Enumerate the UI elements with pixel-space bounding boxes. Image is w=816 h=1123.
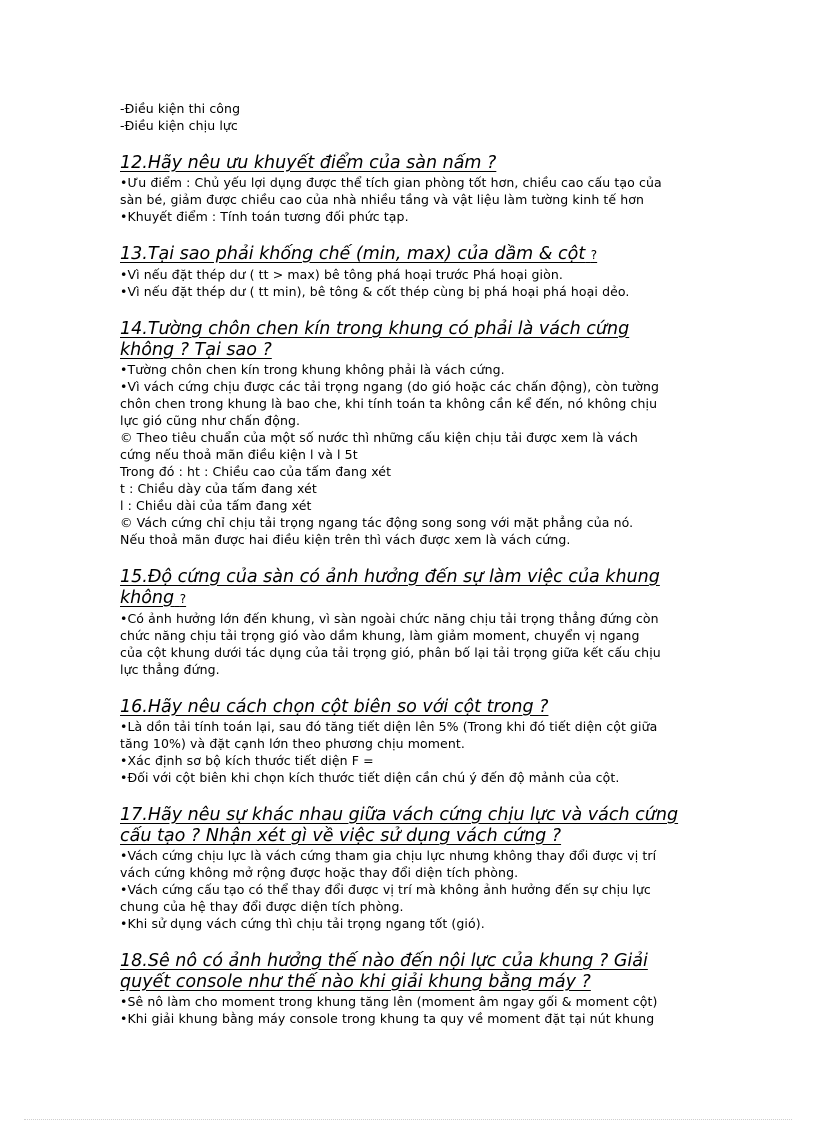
heading-question-17-cont: cấu tạo ? Nhận xét gì về việc sử dụng vách cứng ?: [120, 826, 562, 846]
body-line: •Đối với cột biên khi chọn kích thước tiết diện cần chú ý đến độ mảnh của cột.: [120, 770, 620, 785]
body-line: © Theo tiêu chuẩn của một số nước thì những cấu kiện chịu tải được xem là vách: [120, 430, 638, 445]
heading-question-18: 18.Sê nô có ảnh hưởng thế nào đến nội lực của khung ? Giải: [120, 951, 648, 971]
body-line: •Vì vách cứng chịu được các tải trọng ngang (do gió hoặc các chấn động), còn tường: [120, 379, 660, 394]
body-line: tăng 10%) và đặt cạnh lớn theo phương chịu moment.: [120, 736, 465, 751]
body-line: sàn bé, giảm được chiều cao của nhà nhiều tầng và vật liệu làm tường kinh tế hơn: [120, 192, 645, 207]
body-line: •Là dồn tải tính toán lại, sau đó tăng tiết diện lên 5% (Trong khi đó tiết diện cột giữa: [120, 719, 658, 734]
page-bottom-divider: [24, 1119, 792, 1120]
body-line: •Khuyết điểm : Tính toán tương đối phức tạp.: [120, 209, 409, 224]
body-line: Nếu thoả mãn được hai điều kiện trên thì vách được xem là vách cứng.: [120, 532, 571, 547]
heading-question-14-cont: không ? Tại sao ?: [120, 340, 272, 360]
heading-question-14: 14.Tường chôn chen kín trong khung có phải là vách cứng: [120, 319, 630, 339]
heading-question-15-cont: không ?: [120, 588, 187, 608]
body-line: •Ưu điểm : Chủ yếu lợi dụng được thể tích gian phòng tốt hơn, chiều cao cấu tạo của: [120, 175, 662, 190]
heading-suffix: ?: [179, 592, 187, 606]
body-line: •Xác định sơ bộ kích thước tiết diện F =: [120, 753, 374, 768]
body-line: •Vách cứng cấu tạo có thể thay đổi được vị trí mà không ảnh hưởng đến sự chịu lực: [120, 882, 651, 897]
body-line: © Vách cứng chỉ chịu tải trọng ngang tác động song song với mặt phẳng của nó.: [120, 515, 634, 530]
body-line: cứng nếu thoả mãn điều kiện l và l 5t: [120, 447, 358, 462]
heading-question-13: 13.Tại sao phải khống chế (min, max) của dầm & cột ?: [120, 244, 598, 264]
body-line: của cột khung dưới tác dụng của tải trọng gió, phân bố lại tải trọng giữa kết cấu chịu: [120, 645, 661, 660]
body-line: vách cứng không mở rộng được hoặc thay đổi diện tích phòng.: [120, 865, 519, 880]
body-line: chức năng chịu tải trọng gió vào dầm khung, làm giảm moment, chuyển vị ngang: [120, 628, 640, 643]
body-line: •Khi giải khung bằng máy console trong khung ta quy về moment đặt tại nút khung: [120, 1011, 655, 1026]
body-line: lực thẳng đứng.: [120, 662, 220, 677]
body-line: •Vì nếu đặt thép dư ( tt > max) bê tông phá hoại trước Phá hoại giòn.: [120, 267, 563, 282]
intro-line: -Điều kiện thi công: [120, 101, 241, 116]
body-line: l : Chiều dài của tấm đang xét: [120, 498, 312, 513]
body-line: chung của hệ thay đổi được diện tích phòng.: [120, 899, 404, 914]
body-line: •Sê nô làm cho moment trong khung tăng lên (moment âm ngay gối & moment cột): [120, 994, 658, 1009]
body-line: chôn chen trong khung là bao che, khi tính toán ta không cần kể đến, nó không chịu: [120, 396, 658, 411]
heading-question-16: 16.Hãy nêu cách chọn cột biên so với cột trong ?: [120, 697, 549, 717]
body-line: •Có ảnh hưởng lớn đến khung, vì sàn ngoài chức năng chịu tải trọng thẳng đứng còn: [120, 611, 659, 626]
body-line: •Tường chôn chen kín trong khung không phải là vách cứng.: [120, 362, 505, 377]
document-body: [120, 100, 700, 1027]
body-line: lực gió cũng như chấn động.: [120, 413, 301, 428]
heading-question-17: 17.Hãy nêu sự khác nhau giữa vách cứng chịu lực và vách cứng: [120, 805, 679, 825]
heading-question-18-cont: quyết console như thế nào khi giải khung bằng máy ?: [120, 972, 591, 992]
intro-line: -Điều kiện chịu lực: [120, 118, 238, 133]
body-line: •Vách cứng chịu lực là vách cứng tham gia chịu lực nhưng không thay đổi được vị trí: [120, 848, 657, 863]
body-line: t : Chiều dày của tấm đang xét: [120, 481, 317, 496]
heading-question-12: 12.Hãy nêu ưu khuyết điểm của sàn nấm ?: [120, 153, 497, 173]
body-line: •Khi sử dụng vách cứng thì chịu tải trọng ngang tốt (gió).: [120, 916, 485, 931]
body-line: •Vì nếu đặt thép dư ( tt min), bê tông & cốt thép cùng bị phá hoại phá hoại dẻo.: [120, 284, 630, 299]
heading-suffix: ?: [590, 248, 598, 262]
body-line: Trong đó : ht : Chiều cao của tấm đang xét: [120, 464, 392, 479]
heading-question-15: 15.Độ cứng của sàn có ảnh hưởng đến sự làm việc của khung: [120, 567, 660, 587]
